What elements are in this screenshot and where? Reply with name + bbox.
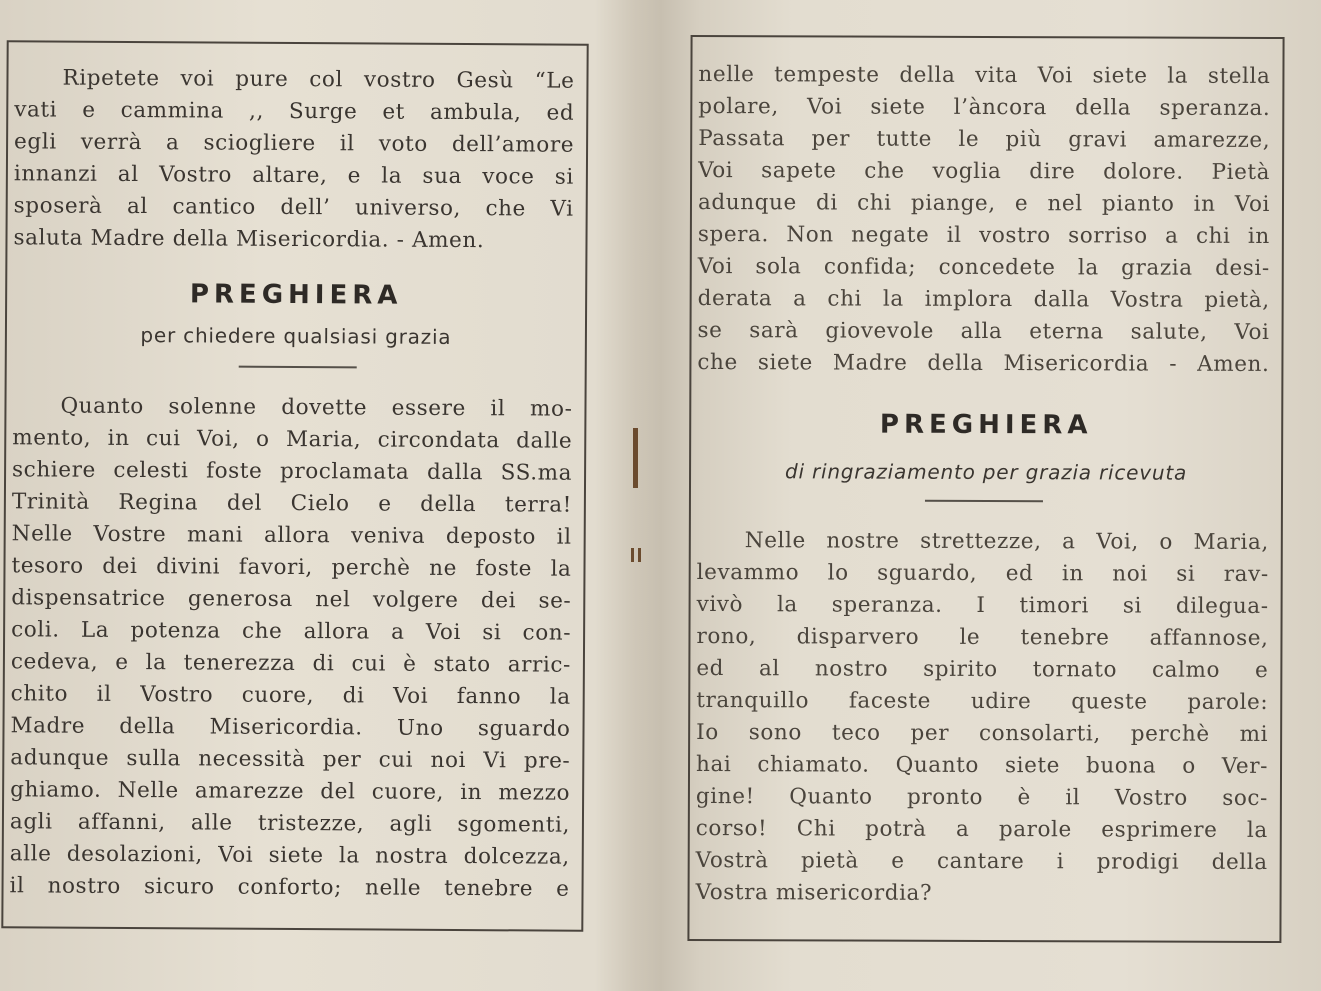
text-line: adunque di chi piange, e nel pianto in Voi <box>697 189 1271 217</box>
text-line: corso! Chi potrà a parole esprimere la <box>695 815 1268 843</box>
text-line: dispensatrice generosa nel volgere dei se- <box>11 585 572 614</box>
left-heading: PREGHIERA <box>189 279 403 311</box>
binding-staple-lower-2 <box>638 548 641 562</box>
binding-staple <box>633 428 638 488</box>
text-line: Nelle nostre strettezze, a Voi, o Maria, <box>744 528 1269 555</box>
text-line: coli. La potenza che allora a Voi si con- <box>11 617 572 646</box>
text-line: vivò la speranza. I timori si dilegua- <box>696 591 1269 619</box>
left-body-paragraph <box>9 390 572 905</box>
text-line: Ripetete voi pure col vostro Gesù “Le <box>62 65 575 94</box>
right-heading: PREGHIERA <box>879 409 1093 441</box>
right-intro-paragraph <box>697 59 1270 381</box>
text-line: egli verrà a sciogliere il voto dell’amore <box>14 129 575 158</box>
text-line: ed al nostro spirito tornato calmo e <box>696 655 1269 683</box>
text-line: polare, Voi siete l’àncora della speranza. <box>698 93 1271 121</box>
text-line: mento, in cui Voi, o Maria, circondata dalle <box>12 425 573 454</box>
text-line: ghiamo. Nelle amarezze del cuore, in mezzo <box>10 777 571 806</box>
text-line: alle desolazioni, Voi siete la nostra dolcezza, <box>9 841 570 870</box>
text-line: Nelle Vostre mani allora veniva deposto il <box>11 521 572 550</box>
text-line: hai chiamato. Quanto siete buona o Ver- <box>695 751 1269 779</box>
text-line: tesoro dei divini favori, perchè ne foste la <box>11 553 572 582</box>
text-line: Voi sola confida; concedete la grazia desi- <box>697 253 1270 281</box>
text-line: spera. Non negate il vostro sorriso a chi in <box>697 221 1270 249</box>
text-line: saluta Madre della Misericordia. - Amen. <box>13 225 485 254</box>
text-line: chito il Vostro cuore, di Voi fanno la <box>10 681 571 710</box>
text-line: agli affanni, alle tristezze, agli sgomenti, <box>9 809 571 838</box>
right-body-paragraph <box>696 525 1269 911</box>
text-line: derata a chi la implora dalla Vostra pietà, <box>697 285 1270 313</box>
text-line: se sarà giovevole alla eterna salute, Voi <box>697 317 1270 345</box>
text-line: Voi sapete che voglia dire dolore. Pietà <box>698 157 1271 185</box>
left-divider <box>239 366 357 369</box>
text-line: il nostro sicuro conforto; nelle tenebre e <box>9 873 570 902</box>
text-line: nelle tempeste della vita Voi siete la stella <box>698 61 1271 89</box>
text-line: levammo lo sguardo, ed in noi si rav- <box>696 559 1269 587</box>
text-line: gine! Quanto pronto è il Vostro soc- <box>695 783 1268 811</box>
right-page <box>687 35 1284 943</box>
text-line: sposerà al cantico dell’ universo, che Vi <box>13 193 574 222</box>
left-page <box>1 40 588 932</box>
text-line: schiere celesti foste proclamata dalla SS.ma <box>12 457 573 486</box>
text-line: adunque sulla necessità per cui noi Vi pre- <box>10 745 571 774</box>
text-line: Trinità Regina del Cielo e della terra! <box>11 489 572 518</box>
text-line: rono, disparvero le tenebre affannose, <box>696 623 1269 651</box>
text-line: cedeva, e la tenerezza di cui è stato arric- <box>10 649 571 678</box>
text-line: Madre della Misericordia. Uno sguardo <box>10 713 571 742</box>
text-line: tranquillo faceste udire queste parole: <box>696 687 1269 715</box>
text-line: innanzi al Vostro altare, e la sua voce si <box>13 161 574 190</box>
text-line: che siete Madre della Misericordia - Amen. <box>697 349 1270 377</box>
text-line: Quanto solenne dovette essere il mo- <box>60 393 573 422</box>
binding-staple-lower-1 <box>631 548 634 562</box>
text-line: Vostra misericordia? <box>695 879 933 906</box>
right-subheading: di ringraziamento per grazia ricevuta <box>784 459 1188 485</box>
left-intro-paragraph <box>13 62 574 257</box>
text-line: Vostrà pietà e cantare i prodigi della <box>695 847 1268 875</box>
text-line: Io sono teco per consolarti, perchè mi <box>696 719 1269 747</box>
left-subheading: per chiedere qualsiasi grazia <box>140 323 452 349</box>
right-divider <box>925 500 1043 502</box>
text-line: Passata per tutte le più gravi amarezze, <box>698 125 1271 153</box>
text-line: vati e cammina ,, Surge et ambula, ed <box>14 97 575 126</box>
